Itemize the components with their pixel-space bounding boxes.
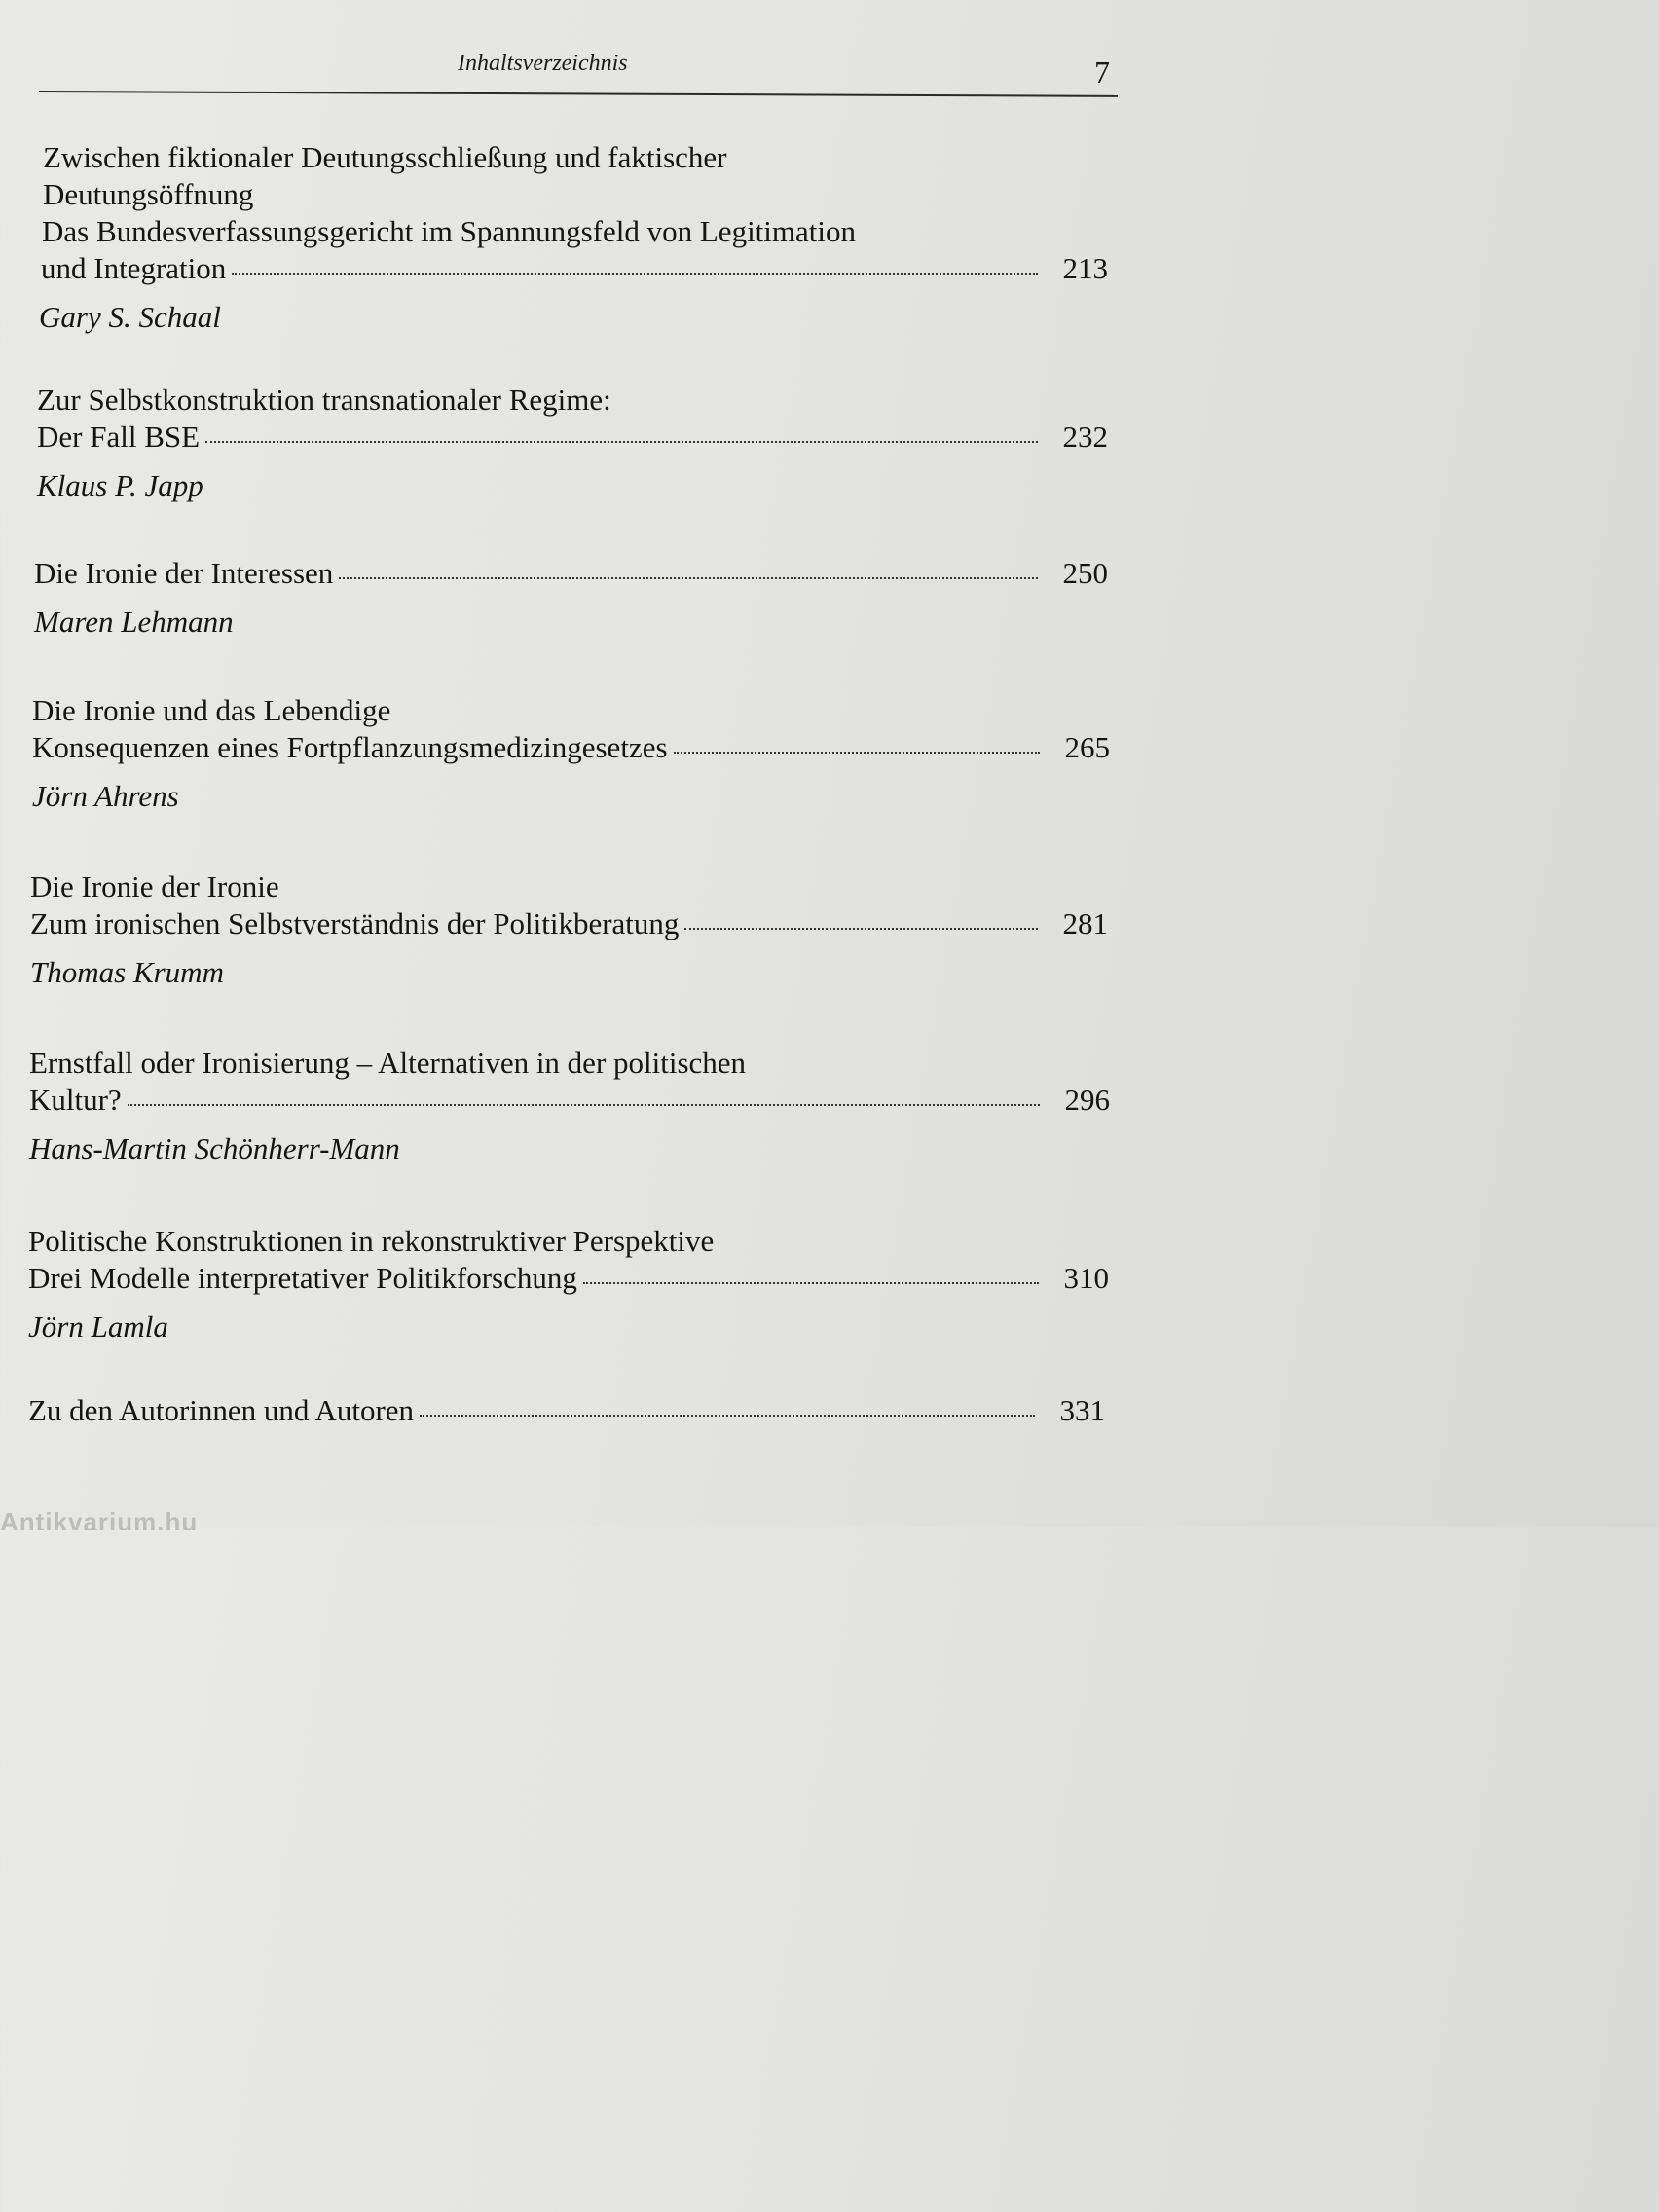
entry-title-line: Das Bundesverfassungsgericht im Spannungsfeld von Legitimation [42,214,857,248]
entry-title-line: Ernstfall oder Ironisierung – Alternativen in der politischen [29,1046,747,1080]
dot-leader [420,1414,1035,1417]
entry-title-last-line [41,250,1108,287]
entry-title-line: Deutungsöffnung [43,177,254,211]
entry-title-text: Drei Modelle interpretativer Politikforschung [28,1261,577,1295]
dot-leader [674,751,1040,754]
entry-author: Jörn Lamla [28,1309,168,1344]
toc-entry[interactable] [28,1223,1109,1346]
entry-page-number: 250 [1062,556,1108,590]
entry-title-line: Die Ironie und das Lebendige [32,693,391,727]
running-header-title: Inhaltsverzeichnis [458,51,628,76]
toc-entry[interactable] [29,1045,1110,1167]
entry-title-text: Zum ironischen Selbstverständnis der Politikberatung [30,906,680,940]
entry-page-number: 213 [1062,251,1108,285]
entry-title-last-line [28,1260,1109,1297]
toc-entry[interactable] [34,555,1108,641]
entry-title-last-line [30,905,1108,942]
entry-author: Gary S. Schaal [39,300,221,334]
entry-title-text: Konsequenzen eines Fortpflanzungsmedizingesetzes [32,730,668,764]
entry-author: Thomas Krumm [30,955,224,989]
entry-title-last-line [32,729,1110,766]
entry-title-last-line [28,1392,1105,1429]
header-rule [39,91,1118,97]
entry-title-line: Zwischen fiktionaler Deutungsschließung und faktischer [43,140,727,174]
dot-leader [205,440,1038,443]
entry-page-number: 331 [1059,1393,1105,1427]
toc-entry[interactable] [28,1392,1105,1429]
entry-page-number: 310 [1063,1261,1109,1295]
toc-entry[interactable] [37,382,1108,504]
toc-page [0,0,1145,1530]
entry-page-number: 265 [1064,730,1110,764]
entry-page-number: 232 [1062,420,1108,454]
dot-leader [128,1103,1040,1106]
entry-title-last-line [29,1082,1110,1119]
entry-title-text: und Integration [41,251,227,285]
entry-title-last-line [37,419,1108,456]
entry-title-text: Kultur? [29,1083,122,1117]
entry-title-text: Die Ironie der Interessen [34,556,334,590]
dot-leader [684,927,1038,930]
entry-author: Hans-Martin Schönherr-Mann [29,1131,400,1165]
entry-title-line: Politische Konstruktionen in rekonstruktiver Perspektive [28,1224,715,1258]
entry-page-number: 281 [1062,906,1108,940]
entry-title-line: Die Ironie der Ironie [30,869,279,903]
dot-leader [339,576,1038,579]
page-number: 7 [1094,55,1110,90]
dot-leader [232,272,1038,275]
entry-author: Klaus P. Japp [37,468,203,502]
entry-title-line: Zur Selbstkonstruktion transnationaler Regime: [37,383,611,417]
entry-page-number: 296 [1064,1083,1110,1117]
toc-entry[interactable] [30,868,1108,991]
toc-entry[interactable] [32,692,1110,815]
entry-title-last-line [34,555,1108,592]
entry-author: Jörn Ahrens [32,779,179,813]
dot-leader [583,1281,1039,1284]
watermark-text: Antikvarium.hu [0,1507,199,1530]
toc-entry[interactable] [39,139,1108,336]
entry-author: Maren Lehmann [34,605,234,639]
entry-title-text: Der Fall BSE [37,420,201,454]
entry-title-text: Zu den Autorinnen und Autoren [28,1393,415,1427]
